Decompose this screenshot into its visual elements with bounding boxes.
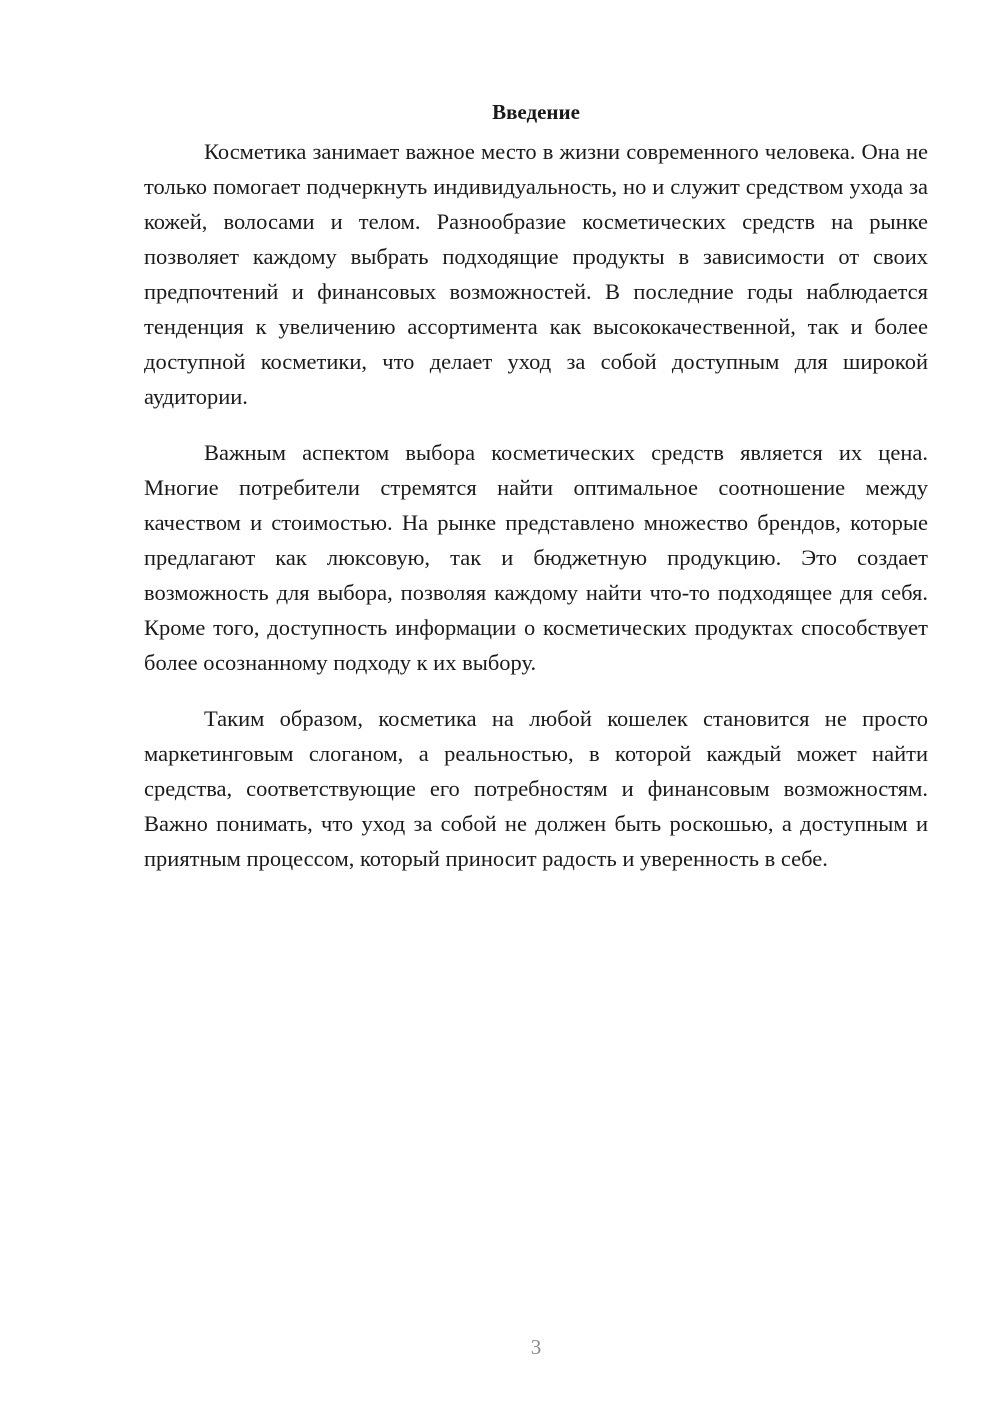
- paragraph-1: Косметика занимает важное место в жизни современного человека. Она не только помогает подчеркнуть индивидуальность, но и служит средством ухода за кожей, волосами и телом. Разнообразие косметических средств на рынке позволяет каждому выбрать подходящие продукты в зависимости от своих предпочтений и финансовых возможностей. В последние годы наблюдается тенденция к увеличению ассортимента как высококачественной, так и более доступной косметики, что делает уход за собой доступным для широкой аудитории.: [144, 139, 928, 409]
- document-body: [144, 98, 928, 897]
- section-title: Введение: [492, 100, 580, 124]
- page-number: 3: [530, 1335, 542, 1359]
- paragraph-2: Важным аспектом выбора косметических средств является их цена. Многие потребители стремятся найти оптимальное соотношение между качеством и стоимостью. На рынке представлено множество брендов, которые предлагают как люксовую, так и бюджетную продукцию. Это создает возможность для выбора, позволяя каждому найти что-то подходящее для себя. Кроме того, доступность информации о косметических продуктах способствует более осознанному подходу к их выбору.: [144, 440, 928, 675]
- paragraph-3: Таким образом, косметика на любой кошелек становится не просто маркетинговым слоганом, а реальностью, в которой каждый может найти средства, соответствующие его потребностям и финансовым возможностям. Важно понимать, что уход за собой не должен быть роскошью, а доступным и приятным процессом, который приносит радость и уверенность в себе.: [144, 706, 928, 871]
